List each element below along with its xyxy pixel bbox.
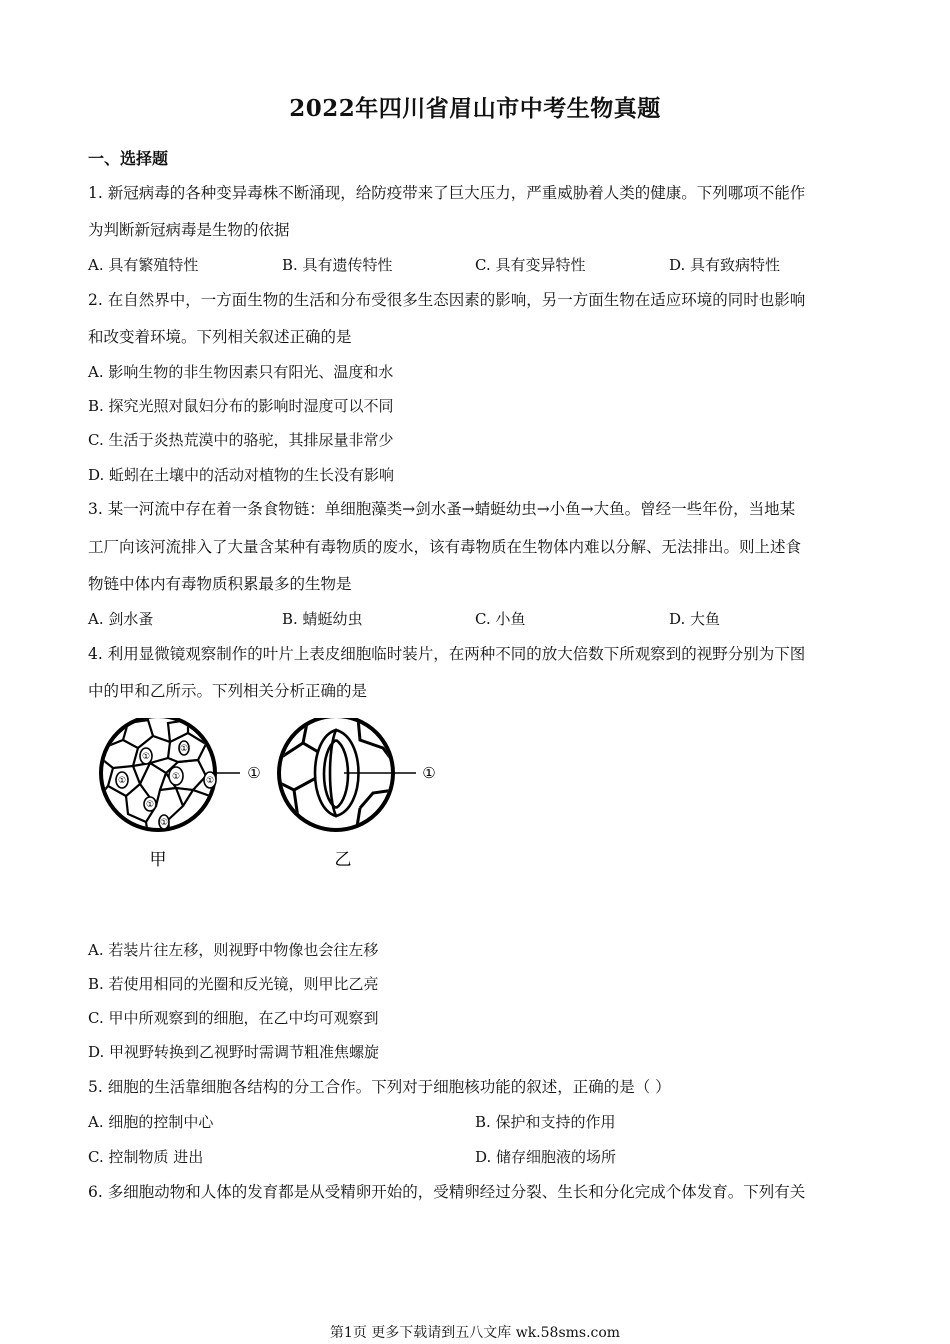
label-jia: 甲 — [149, 850, 167, 870]
q3-stem-line2: 工厂向该河流排入了大量含某种有毒物质的废水，该有毒物质在生物体内难以分解、无法排出。则上述食 — [88, 538, 802, 556]
q3-option-c: C. 小鱼 — [475, 610, 526, 628]
q1-option-a: A. 具有繁殖特性 — [88, 256, 199, 274]
q2-option-c: C. 生活于炎热荒漠中的骆驼，其排尿量非常少 — [88, 431, 394, 449]
cell-mark: ① — [117, 776, 127, 786]
q5-stem-line1: 5. 细胞的生活靠细胞各结构的分工合作。下列对于细胞核功能的叙述，正确的是（ ） — [88, 1078, 671, 1096]
cell-mark: ① — [145, 800, 155, 810]
q3-option-d: D. 大鱼 — [669, 610, 721, 628]
q4-option-c: C. 甲中所观察到的细胞，在乙中均可观察到 — [88, 1009, 379, 1027]
q1-option-c: C. 具有变异特性 — [475, 256, 586, 274]
microscope-figure — [98, 718, 448, 878]
q6-stem-line1: 6. 多细胞动物和人体的发育都是从受精卵开始的，受精卵经过分裂、生长和分化完成个体发育。下列有关 — [88, 1183, 806, 1201]
q4-option-a: A. 若装片往左移，则视野中物像也会往左移 — [88, 941, 379, 959]
q4-stem-line1: 4. 利用显微镜观察制作的叶片上表皮细胞临时装片，在两种不同的放大倍数下所观察到的视野分别为下图 — [88, 645, 806, 663]
q2-option-a: A. 影响生物的非生物因素只有阳光、温度和水 — [88, 363, 394, 381]
cell-mark: ① — [179, 744, 189, 754]
q1-option-d: D. 具有致病特性 — [669, 256, 781, 274]
q1-stem-line2: 为判断新冠病毒是生物的依据 — [88, 221, 290, 239]
section-heading: 一、选择题 — [88, 149, 169, 168]
marker-right: ① — [422, 764, 436, 782]
q5-option-a: A. 细胞的控制中心 — [88, 1113, 214, 1131]
q4-stem-line2: 中的甲和乙所示。下列相关分析正确的是 — [88, 682, 368, 700]
q2-stem-line1: 2. 在自然界中，一方面生物的生活和分布受很多生态因素的影响，另一方面生物在适应环境的同时也影响 — [88, 291, 806, 309]
q4-option-d: D. 甲视野转换到乙视野时需调节粗准焦螺旋 — [88, 1043, 380, 1061]
view-yi — [278, 718, 436, 870]
q5-option-d: D. 储存细胞液的场所 — [475, 1148, 617, 1166]
q1-stem-line1: 1. 新冠病毒的各种变异毒株不断涌现，给防疫带来了巨大压力，严重威胁着人类的健康。下列哪项不能作 — [88, 184, 806, 202]
q5-option-c: C. 控制物质 进出 — [88, 1148, 204, 1166]
q3-option-a: A. 剑水蚤 — [88, 610, 154, 628]
q2-stem-line2: 和改变着环境。下列相关叙述正确的是 — [88, 328, 352, 346]
q2-option-d: D. 蚯蚓在土壤中的活动对植物的生长没有影响 — [88, 466, 395, 484]
q2-option-b: B. 探究光照对鼠妇分布的影响时湿度可以不同 — [88, 397, 394, 415]
q4-option-b: B. 若使用相同的光圈和反光镜，则甲比乙亮 — [88, 975, 379, 993]
label-yi: 乙 — [334, 850, 352, 870]
q3-option-b: B. 蜻蜓幼虫 — [282, 610, 363, 628]
q3-stem-line3: 物链中体内有毒物质积累最多的生物是 — [88, 575, 352, 593]
q3-stem-line1: 3. 某一河流中存在着一条食物链：单细胞藻类→剑水蚤→蜻蜓幼虫→小鱼→大鱼。曾经一些年份，当地某 — [88, 500, 796, 518]
q1-option-b: B. 具有遗传特性 — [282, 256, 393, 274]
q5-option-b: B. 保护和支持的作用 — [475, 1113, 616, 1131]
cell-mark: ① — [141, 752, 151, 762]
view-jia — [98, 718, 261, 870]
page-title: 2022年四川省眉山市中考生物真题 — [289, 95, 661, 122]
cell-mark: ① — [159, 818, 169, 828]
cell-mark: ① — [171, 772, 181, 782]
marker-left: ① — [247, 764, 261, 782]
page-footer: 第1页 更多下载请到五八文库 wk.58sms.com — [329, 1325, 621, 1341]
cell-mark: ① — [205, 776, 215, 786]
